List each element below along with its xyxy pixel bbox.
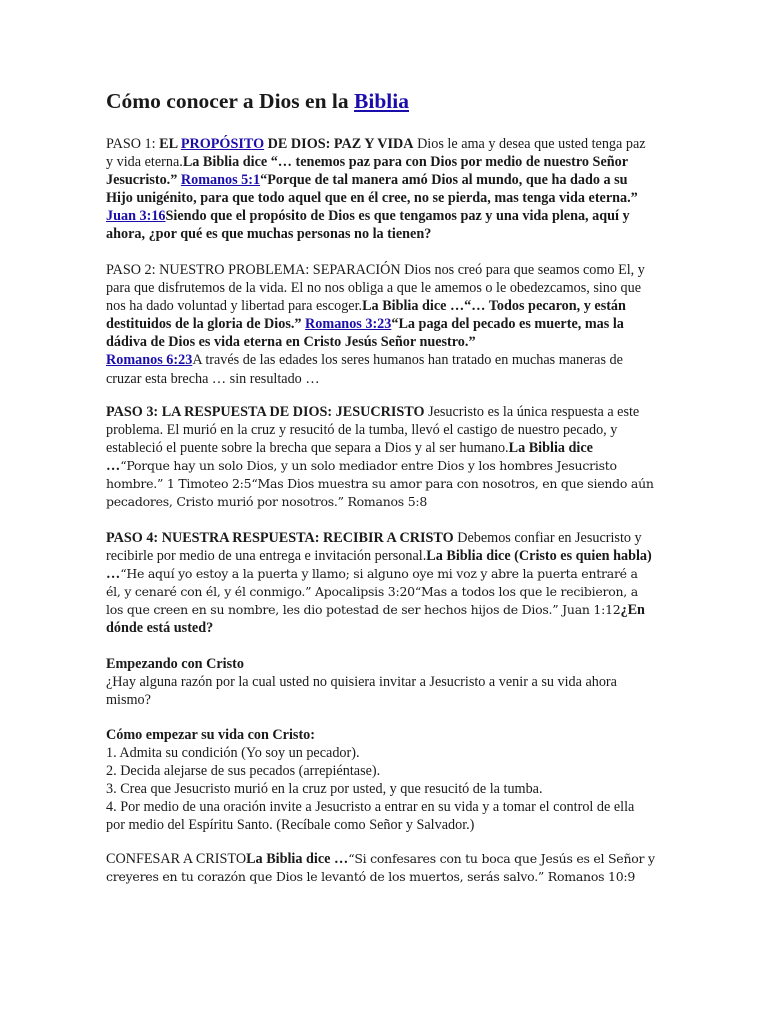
romanos-5-1-link[interactable]: Romanos 5:1 <box>180 172 261 189</box>
proposito-link[interactable]: PROPÓSITO <box>180 136 265 152</box>
paso-4-heading: PASO 4: NUESTRA RESPUESTA: RECIBIR A CRISTO <box>106 530 454 546</box>
paso-4-intro: Debemos confiar en Jesucristo y recibirle por medio de una entrega e invitación personal. <box>106 530 642 565</box>
paso-2-quote-2: “La paga del pecado es muerte, mas la dádiva de Dios es vida eterna en Cristo Jesús Señor nuestro.” <box>106 316 624 351</box>
paso-1-lead: PASO 1: <box>106 136 160 152</box>
paso-2-paragraph <box>106 261 656 388</box>
paso-4-paragraph <box>106 529 656 638</box>
paso-1-paragraph <box>106 135 656 244</box>
romanos-3-23-link[interactable]: Romanos 3:23 <box>305 316 392 333</box>
step-3-item: 3. Crea que Jesucristo murió en la cruz por usted, y que resucitó de la tumba. <box>106 781 543 798</box>
page-title <box>106 86 409 116</box>
paso-2-closing: A través de las edades los seres humanos han tratado en muchas maneras de cruzar esta brecha … sin resultado … <box>106 352 623 387</box>
paso-3-biblia-dice: La Biblia dice … <box>106 440 593 475</box>
paso-1-quote-2: “Porque de tal manera amó Dios al mundo, que ha dado a su Hijo unigénito, para que todo aquel que en él cree, no se pierda, mas tenga vida eterna.” <box>106 172 638 207</box>
step-1-item: 1. Admita su condición (Yo soy un pecador). <box>106 745 360 762</box>
paso-4-question: ¿En dónde está usted? <box>106 602 645 637</box>
como-empezar-heading: Cómo empezar su vida con Cristo: <box>106 727 315 743</box>
confesar-biblia-dice: La Biblia dice … <box>246 851 349 867</box>
paso-1-heading: DE DIOS: PAZ Y VIDA <box>264 136 414 152</box>
paso-4-biblia-dice: La Biblia dice (Cristo es quien habla) … <box>106 548 652 583</box>
biblia-title-link[interactable]: Biblia <box>354 89 409 113</box>
title-text: Cómo conocer a Dios en la <box>106 89 355 113</box>
romanos-6-23-link[interactable]: Romanos 6:23 <box>106 352 193 369</box>
como-empezar-section <box>106 726 656 835</box>
step-4-item: 4. Por medio de una oración invite a Jesucristo a entrar en su vida y a tomar el control de ella por medio del Espíritu Santo. (Recíbale como Señor y Salvador.) <box>106 799 635 834</box>
confesar-quote: “Si confesares con tu boca que Jesús es el Señor y creyeres en tu corazón que Dios le levantó de los muertos, serás salvo.” Romanos 10:9 <box>106 851 655 885</box>
paso-1-quote-1: La Biblia dice “… tenemos paz para con Dios por medio de nuestro Señor Jesucristo.” <box>106 154 628 189</box>
paso-4-quote: “He aquí yo estoy a la puerta y llamo; si alguno oye mi voz y abre la puerta entraré a él, y cenaré con él, y él conmigo.” Apocalipsis 3:20“Mas a todos los que le recibieron, a los que creen en su nombre, les dio potestad de ser hechos hijos de Dios.” Juan 1:12 <box>106 566 638 618</box>
paso-3-intro: Jesucristo es la única respuesta a este problema. El murió en la cruz y resucitó de la tumba, llevó el castigo de nuestro pecado, y estableció el puente sobre la brecha que separa a Dios y al ser humano. <box>106 404 640 457</box>
empezando-heading: Empezando con Cristo <box>106 656 244 672</box>
paso-2-heading: PASO 2: NUESTRO PROBLEMA: SEPARACIÓN <box>106 262 401 278</box>
paso-2-intro: Dios nos creó para que seamos como El, y para que disfrutemos de la vida. El no nos obliga a que le amemos o le obedezcamos, sino que nos ha dado voluntad y libertad para escoger. <box>106 262 645 315</box>
paso-1-intro: Dios le ama y desea que usted tenga paz y vida eterna. <box>106 136 646 171</box>
paso-1-el: EL <box>159 136 181 152</box>
empezando-text: ¿Hay alguna razón por la cual usted no quisiera invitar a Jesucristo a venir a su vida ahora mismo? <box>106 674 617 709</box>
paso-3-paragraph <box>106 403 656 512</box>
juan-3-16-link[interactable]: Juan 3:16 <box>106 208 166 225</box>
paso-3-quote: “Porque hay un solo Dios, y un solo mediador entre Dios y los hombres Jesucristo hombre.” 1 Timoteo 2:5“Mas Dios muestra su amor para con nosotros, en que siendo aún pecadores, Cristo murió por nosotros.” Romanos 5:8 <box>106 458 654 510</box>
paso-3-heading: PASO 3: LA RESPUESTA DE DIOS: JESUCRISTO <box>106 404 425 420</box>
confesar-lead: CONFESAR A CRISTO <box>106 851 247 867</box>
paso-2-quote-1: La Biblia dice …“… Todos pecaron, y están destituidos de la gloria de Dios.” <box>106 298 626 333</box>
empezando-section <box>106 655 656 709</box>
paso-1-closing: Siendo que el propósito de Dios es que tengamos paz y una vida plena, aquí y ahora, ¿por qué es que muchas personas no la tienen? <box>106 208 630 243</box>
confesar-paragraph <box>106 850 656 886</box>
step-2-item: 2. Decida alejarse de sus pecados (arrepiéntase). <box>106 763 381 780</box>
